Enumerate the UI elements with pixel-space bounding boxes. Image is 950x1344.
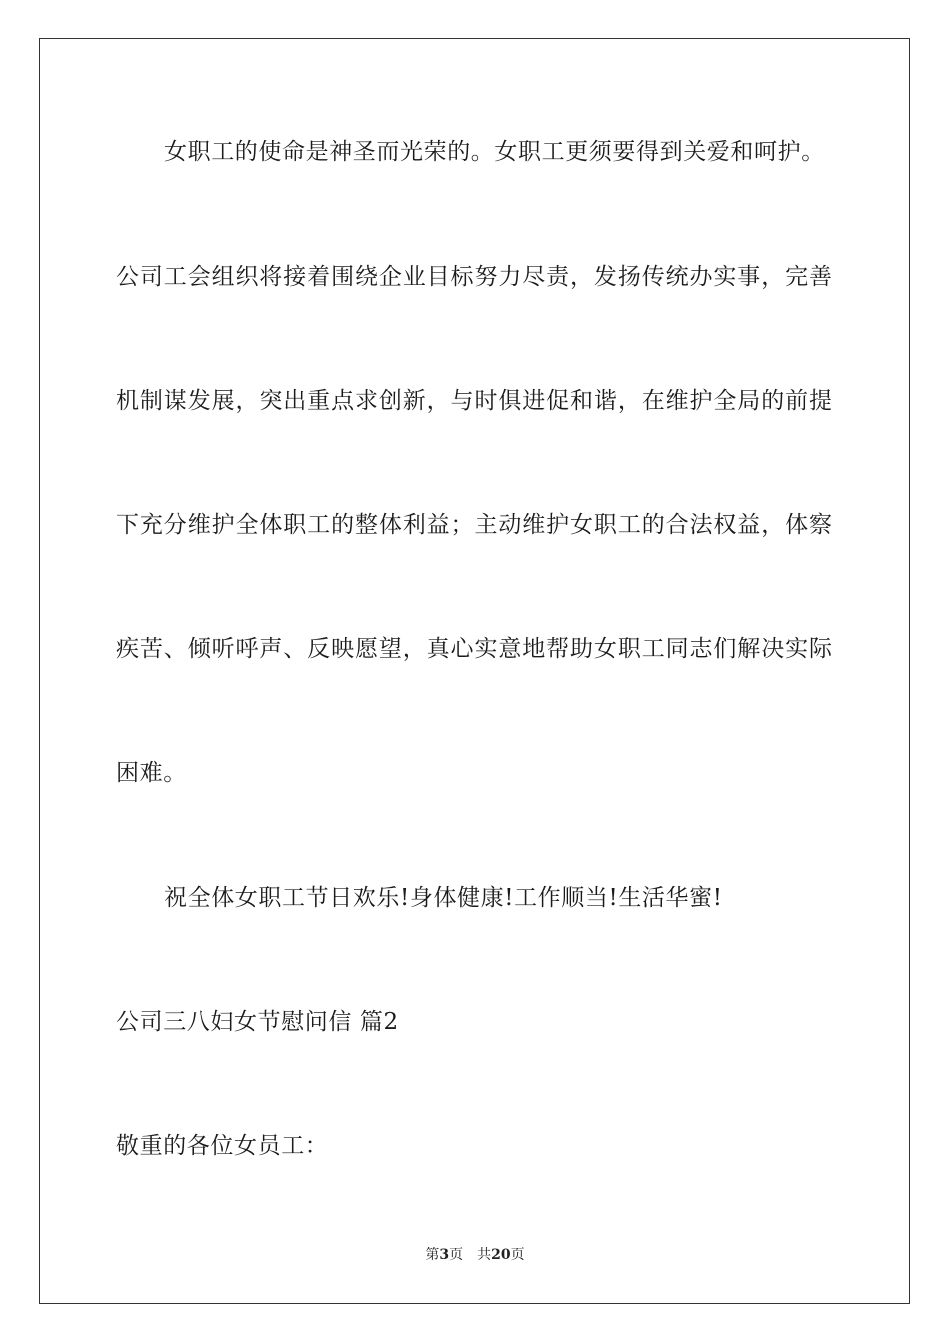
page-border [39, 38, 910, 1304]
greeting-line: 祝全体女职工节日欢乐!身体健康!工作顺当!生活华蜜! [164, 885, 723, 911]
paragraph-line-2: 公司工会组织将接着围绕企业目标努力尽责，发扬传统办实事，完善 [116, 264, 832, 290]
footer-prefix: 第 [425, 1247, 440, 1263]
page-footer [0, 1246, 950, 1264]
footer-total-prefix: 共 [477, 1247, 492, 1263]
footer-page-number: 3 [439, 1247, 450, 1263]
paragraph-line-1: 女职工的使命是神圣而光荣的。女职工更须要得到关爱和呵护。 [164, 139, 825, 165]
section-heading: 公司三八妇女节慰问信 篇2 [116, 1009, 399, 1035]
paragraph-line-4: 下充分维护全体职工的整体利益；主动维护女职工的合法权益，体察 [116, 512, 832, 538]
paragraph-line-3: 机制谋发展，突出重点求创新，与时俱进促和谐，在维护全局的前提 [116, 388, 832, 414]
salutation: 敬重的各位女员工： [116, 1133, 329, 1159]
footer-total-suffix: 页 [510, 1247, 525, 1263]
paragraph-line-5: 疾苦、倾听呼声、反映愿望，真心实意地帮助女职工同志们解决实际 [116, 636, 832, 662]
footer-total-pages: 20 [491, 1247, 511, 1263]
footer-page-suffix: 页 [449, 1247, 464, 1263]
paragraph-line-6: 困难。 [116, 760, 187, 786]
